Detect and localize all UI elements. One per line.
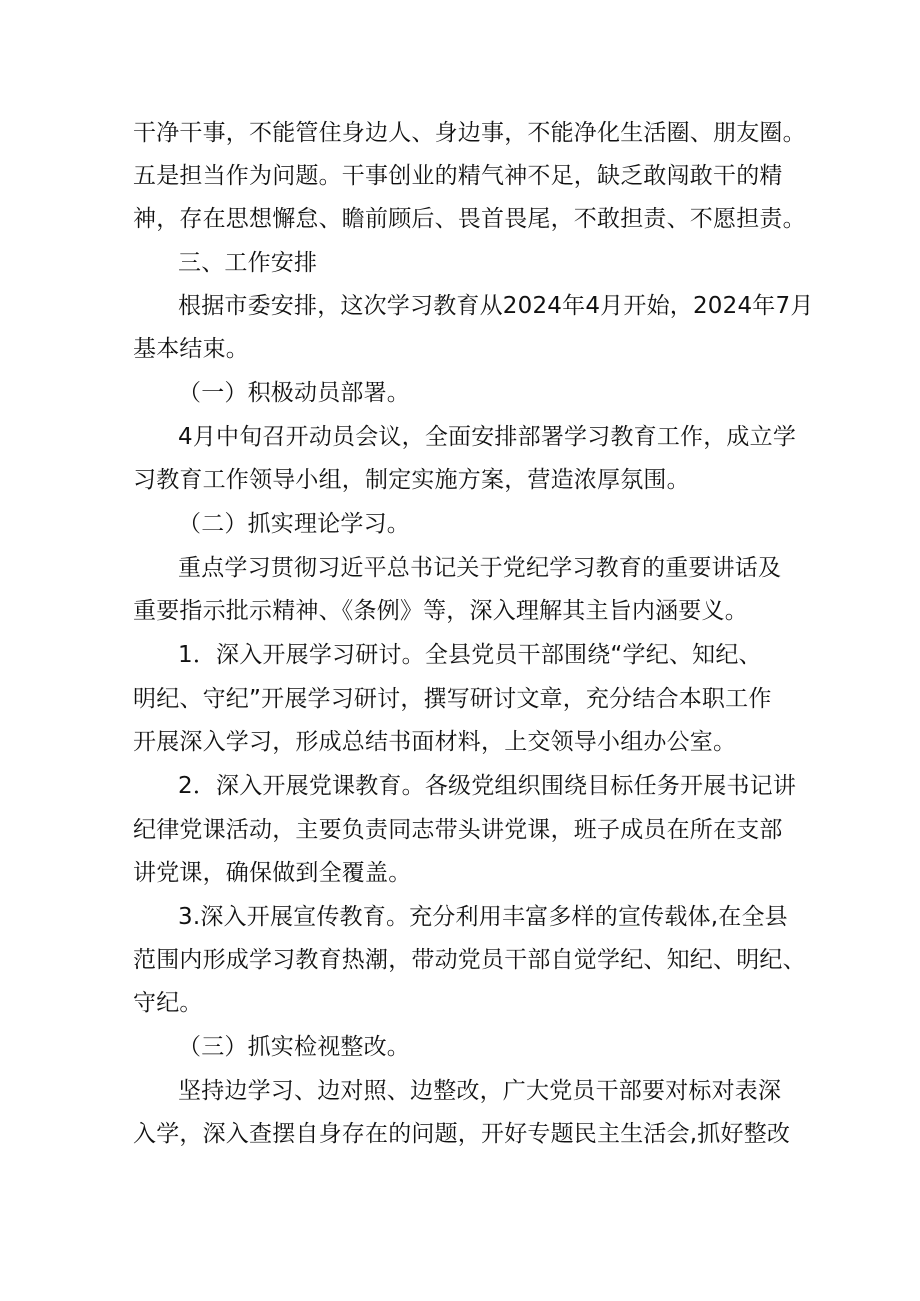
text-line: 神，存在思想懈怠、瞻前顾后、畏首畏尾，不敢担责、不愿担责。 <box>133 206 806 232</box>
text-line: 开展深入学习，形成总结书面材料，上交领导小组办公室。 <box>133 729 737 755</box>
subsection-heading: （三）抓实检视整改。 <box>178 1034 410 1060</box>
section-heading: 三、工作安排 <box>178 250 318 276</box>
text-line: 坚持边学习、边对照、边整改，广大党员干部要对标对表深 <box>178 1078 782 1104</box>
text-line: 干净干事，不能管住身边人、身边事，不能净化生活圈、朋友圈。 <box>133 120 806 146</box>
subsection-heading: （一）积极动员部署。 <box>178 380 410 406</box>
text-line: 4月中旬召开动员会议，全面安排部署学习教育工作，成立学 <box>178 424 797 450</box>
text-line: 基本结束。 <box>133 336 249 362</box>
text-line: 讲党课，确保做到全覆盖。 <box>133 860 412 886</box>
text-line: 入学，深入查摆自身存在的问题，开好专题民主生活会,抓好整改 <box>133 1121 791 1147</box>
text-line: 根据市委安排，这次学习教育从2024年4月开始，2024年7月 <box>178 293 814 319</box>
text-line: 纪律党课活动，主要负责同志带头讲党课，班子成员在所在支部 <box>133 817 783 843</box>
text-line: 1．深入开展学习研讨。全县党员干部围绕“学纪、知纪、 <box>178 642 762 668</box>
text-line: 2．深入开展党课教育。各级党组织围绕目标任务开展书记讲 <box>178 773 797 799</box>
text-line: 明纪、守纪”开展学习研讨，撰写研讨文章，充分结合本职工作 <box>133 686 772 712</box>
text-line: 范围内形成学习教育热潮，带动党员干部自觉学纪、知纪、明纪、 <box>133 947 806 973</box>
text-line: 守纪。 <box>133 990 203 1016</box>
text-line: 五是担当作为问题。干事创业的精气神不足，缺乏敢闯敢干的精 <box>133 163 783 189</box>
text-line: 重要指示批示精神、《条例》等，深入理解其主旨内涵要义。 <box>133 598 748 624</box>
text-line: 3.深入开展宣传教育。充分利用丰富多样的宣传载体,在全县 <box>178 904 788 930</box>
subsection-heading: （二）抓实理论学习。 <box>178 511 410 537</box>
text-line: 习教育工作领导小组，制定实施方案，营造浓厚氛围。 <box>133 467 690 493</box>
text-line: 重点学习贯彻习近平总书记关于党纪学习教育的重要讲话及 <box>178 555 782 581</box>
